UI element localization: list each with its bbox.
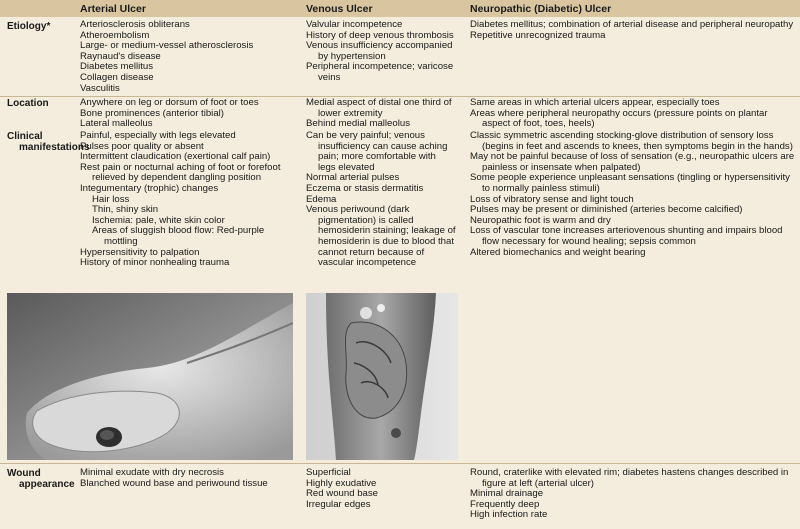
row-label-wound [7, 468, 75, 490]
row-label-clinical-line2: manifestations [19, 142, 90, 153]
row-label-wound-line1: Wound [7, 468, 41, 479]
list-item: Atheroembolism [80, 29, 150, 41]
list-item: Diabetes mellitus; combination of arterial disease and peripheral neuropathy [470, 19, 794, 30]
list-item: Venous periwound (dark pigmentation) is called hemosiderin staining; leakage of hemosiderin is due to blood that cannot return because of vascular incompetence [306, 204, 456, 269]
list-item: Loss of vascular tone increases arteriovenous shunting and impairs blood flow necessary for wound healing; sepsis common [470, 225, 783, 247]
location-venous [306, 98, 456, 130]
list-item: Raynaud's disease [80, 50, 161, 62]
list-item: Some people experience unpleasant sensations (tingling or hypersensitivity to normally painless stimuli) [470, 172, 790, 194]
list-subitem: Thin, shiny skin [92, 204, 159, 216]
list-item: History of deep venous thrombosis [306, 29, 454, 41]
list-item: History of minor nonhealing trauma [80, 257, 230, 269]
list-item: Can be very painful; venous insufficiency can cause aching pain; more comfortable with legs elevated [306, 130, 448, 173]
row-divider [0, 463, 800, 464]
arterial-ulcer-photo [7, 293, 293, 460]
clinical-venous [306, 131, 456, 269]
row-label-location: Location [7, 98, 49, 109]
list-item: Diabetes mellitus [80, 61, 154, 73]
clinical-neuropathic [470, 131, 795, 258]
list-item: Normal arterial pulses [306, 172, 400, 184]
list-item: Highly exudative [306, 477, 377, 489]
list-item: Integumentary (trophic) changes [80, 182, 219, 194]
list-item: Bone prominences (anterior tibial) [80, 107, 224, 119]
list-item: Classic symmetric ascending stocking-glove distribution of sensory loss (begins in feet and ascends to knees, then symptoms begin in the hands) [470, 130, 793, 152]
list-item: High infection rate [470, 509, 548, 521]
list-item: Same areas in which arterial ulcers appear, especially toes [470, 97, 720, 108]
list-item: Venous insufficiency accompanied by hypertension [306, 40, 453, 62]
wound-arterial [80, 468, 295, 489]
table-header [0, 0, 800, 17]
list-item: Blanched wound base and periwound tissue [80, 477, 268, 489]
list-item: Minimal drainage [470, 488, 544, 500]
row-label-clinical [7, 131, 90, 153]
header-arterial: Arterial Ulcer [80, 3, 146, 15]
list-item: Arteriosclerosis obliterans [80, 19, 190, 30]
venous-ulcer-photo [306, 293, 458, 460]
wound-neuropathic [470, 468, 795, 521]
etiology-venous [306, 20, 456, 84]
list-item: Anywhere on leg or dorsum of foot or toes [80, 97, 259, 108]
list-item: Collagen disease [80, 71, 154, 83]
list-item: Irregular edges [306, 498, 371, 510]
row-label-clinical-line1: Clinical [7, 131, 43, 142]
list-item: Minimal exudate with dry necrosis [80, 467, 224, 478]
etiology-neuropathic [470, 20, 795, 41]
list-item: Valvular incompetence [306, 19, 403, 30]
list-item: Frequently deep [470, 498, 540, 510]
list-item: Superficial [306, 467, 351, 478]
row-label-etiology: Etiology* [7, 21, 51, 32]
list-subitem: Hair loss [92, 193, 130, 205]
list-item: Eczema or stasis dermatitis [306, 182, 424, 194]
header-neuropathic: Neuropathic (Diabetic) Ulcer [470, 3, 612, 15]
list-item: Altered biomechanics and weight bearing [470, 246, 646, 258]
list-item: May not be painful because of loss of sensation (e.g., neuropathic ulcers are painless or insensate when palpated) [470, 151, 795, 173]
list-subitem: Ischemia: pale, white skin color [92, 214, 225, 226]
wound-venous [306, 468, 456, 510]
list-item: Lateral malleolus [80, 118, 153, 130]
list-subitem: Areas of sluggish blood flow: Red-purple mottling [92, 225, 265, 247]
location-neuropathic [470, 98, 795, 130]
list-item: Intermittent claudication (exertional calf pain) [80, 151, 271, 163]
list-item: Large- or medium-vessel atherosclerosis [80, 40, 254, 52]
list-item: Painful, especially with legs elevated [80, 130, 236, 141]
header-venous: Venous Ulcer [306, 3, 373, 15]
clinical-arterial [80, 131, 295, 269]
list-item: Rest pain or nocturnal aching of foot or forefoot relieved by dependent dangling position [80, 161, 281, 184]
list-item: Repetitive unrecognized trauma [470, 29, 606, 41]
row-label-wound-line2: appearance [19, 479, 75, 490]
list-item: Round, craterlike with elevated rim; diabetes hastens changes described in figure at left (arterial ulcer) [470, 467, 789, 489]
list-item: Vasculitis [80, 82, 120, 94]
list-item: Pulses poor quality or absent [80, 140, 204, 152]
list-item: Loss of vibratory sense and light touch [470, 193, 634, 205]
location-arterial [80, 98, 295, 130]
list-item: Behind medial malleolus [306, 118, 410, 130]
list-item: Pulses may be present or diminished (arteries become calcified) [470, 204, 743, 216]
list-item: Neuropathic foot is warm and dry [470, 214, 611, 226]
list-item: Edema [306, 193, 337, 205]
list-item: Medial aspect of distal one third of lower extremity [306, 97, 452, 119]
etiology-arterial [80, 20, 295, 94]
list-item: Red wound base [306, 488, 379, 500]
list-item: Areas where peripheral neuropathy occurs (pressure points on plantar aspect of foot, toes, heels) [470, 107, 768, 130]
list-item: Peripheral incompetence; varicose veins [306, 61, 454, 83]
list-item: Hypersensitivity to palpation [80, 246, 200, 258]
